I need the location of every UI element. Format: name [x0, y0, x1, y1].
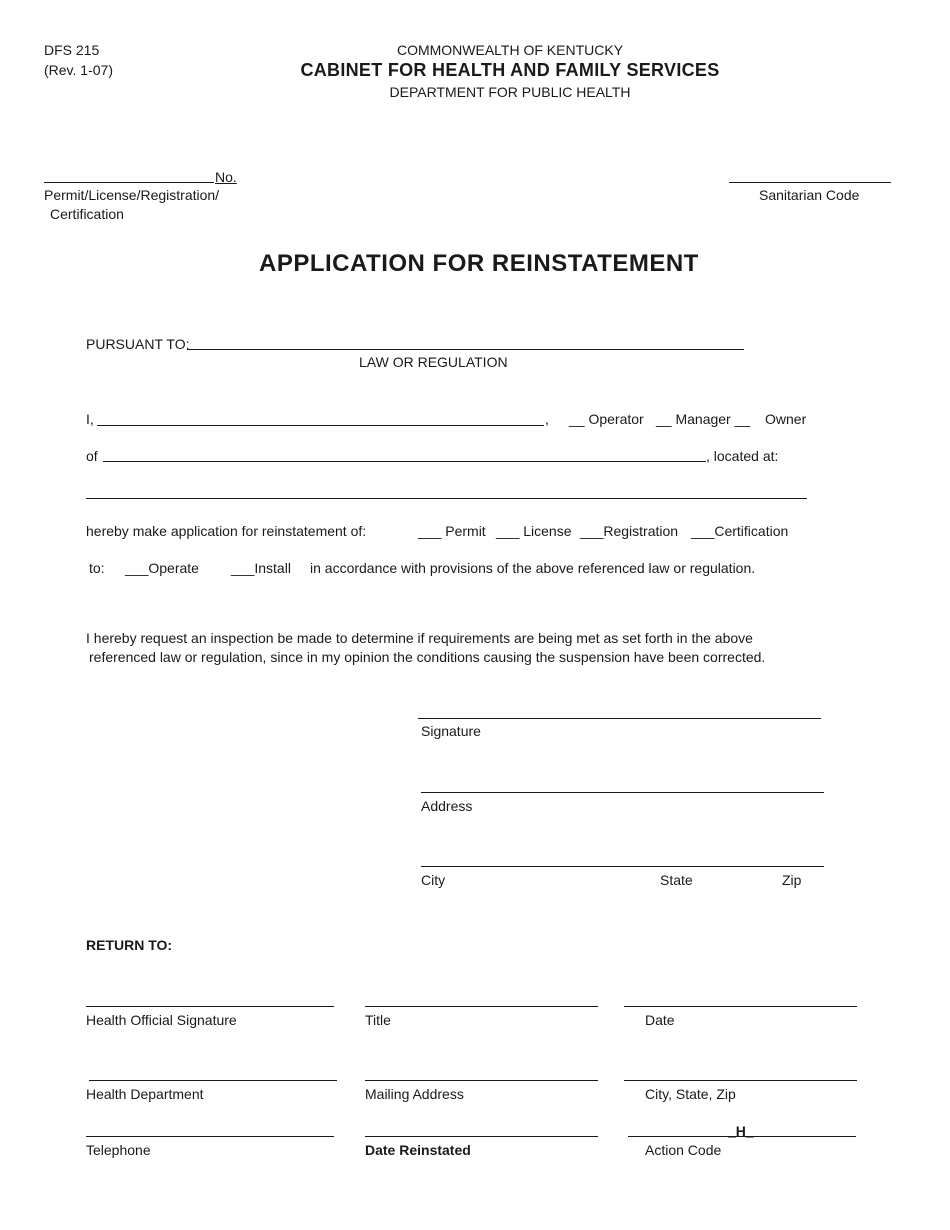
option-certification[interactable]: ___Certification	[691, 523, 789, 539]
signature-label: Signature	[421, 723, 481, 739]
telephone-line[interactable]	[86, 1136, 334, 1137]
permit-type-label-2: Certification	[50, 206, 124, 222]
address-label: Address	[421, 798, 473, 814]
option-operate[interactable]: ___Operate	[125, 560, 199, 576]
date-reinstated-label: Date Reinstated	[365, 1142, 471, 1158]
action-code-label: Action Code	[645, 1142, 722, 1158]
pursuant-caption: LAW OR REGULATION	[359, 354, 508, 370]
health-official-signature-line[interactable]	[86, 1006, 334, 1007]
address-line[interactable]	[421, 792, 824, 793]
form-revision: (Rev. 1-07)	[44, 62, 113, 78]
location-line[interactable]	[86, 498, 807, 499]
request-line-2: referenced law or regulation, since in my opinion the conditions causing the suspension have been corrected.	[89, 649, 766, 665]
date-line[interactable]	[624, 1006, 857, 1007]
option-license[interactable]: ___ License	[496, 523, 572, 539]
date-label: Date	[645, 1012, 675, 1028]
request-line-1: I hereby request an inspection be made to determine if requirements are being met as set forth in the above	[86, 630, 753, 646]
date-reinstated-line[interactable]	[365, 1136, 598, 1137]
permit-type-label: Permit/License/Registration/	[44, 187, 220, 203]
form-number: DFS 215	[44, 42, 100, 58]
return-to-label: RETURN TO:	[86, 937, 173, 953]
health-department-label: Health Department	[86, 1086, 204, 1102]
establishment-line[interactable]	[103, 461, 706, 462]
city-state-zip-label: City, State, Zip	[645, 1086, 736, 1102]
mailing-address-label: Mailing Address	[365, 1086, 464, 1102]
role-owner: Owner	[765, 411, 807, 427]
option-registration[interactable]: ___Registration	[580, 523, 679, 539]
health-official-signature-label: Health Official Signature	[86, 1012, 237, 1028]
header-department: DEPARTMENT FOR PUBLIC HEALTH	[389, 84, 631, 100]
applicant-name-line[interactable]	[97, 425, 544, 426]
sanitarian-code-line[interactable]	[729, 182, 891, 183]
accordance-text: in accordance with provisions of the above referenced law or regulation.	[310, 560, 756, 576]
state-label: State	[660, 872, 693, 888]
title-line[interactable]	[365, 1006, 598, 1007]
name-comma: ,	[545, 411, 549, 427]
located-at-label: , located at:	[706, 448, 779, 464]
pursuant-label: PURSUANT TO:	[86, 336, 190, 352]
telephone-label: Telephone	[86, 1142, 151, 1158]
role-operator[interactable]: __ Operator	[569, 411, 644, 427]
i-label: I,	[86, 411, 94, 427]
permit-number-line[interactable]	[44, 182, 214, 183]
action-code-value: _H_	[728, 1123, 754, 1139]
of-label: of	[86, 448, 98, 464]
option-permit[interactable]: ___ Permit	[418, 523, 486, 539]
city-state-zip-return-line[interactable]	[624, 1080, 857, 1081]
reinstatement-lead: hereby make application for reinstatement of:	[86, 523, 367, 539]
city-state-zip-line[interactable]	[421, 866, 824, 867]
title-label: Title	[365, 1012, 391, 1028]
page-title: APPLICATION FOR REINSTATEMENT	[259, 250, 699, 277]
city-label: City	[421, 872, 446, 888]
zip-label: Zip	[782, 872, 802, 888]
role-manager[interactable]: __ Manager __	[656, 411, 751, 427]
health-department-line[interactable]	[89, 1080, 337, 1081]
header-cabinet: CABINET FOR HEALTH AND FAMILY SERVICES	[300, 60, 720, 80]
to-label: to:	[89, 560, 105, 576]
signature-line[interactable]	[418, 718, 821, 719]
mailing-address-line[interactable]	[365, 1080, 598, 1081]
header-state: COMMONWEALTH OF KENTUCKY	[396, 42, 624, 58]
option-install[interactable]: ___Install	[231, 560, 291, 576]
sanitarian-code-label: Sanitarian Code	[759, 187, 860, 203]
pursuant-law-line[interactable]	[187, 349, 744, 350]
permit-no-label: No.	[215, 169, 237, 185]
